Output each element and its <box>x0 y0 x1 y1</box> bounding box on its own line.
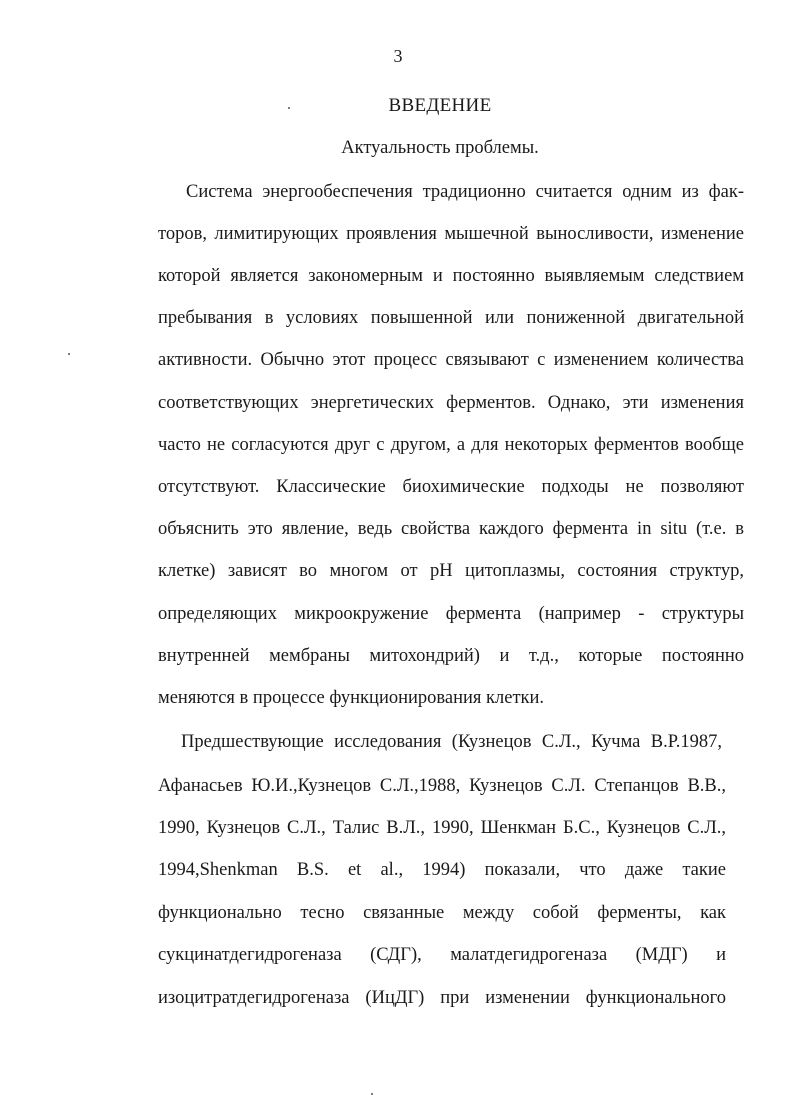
text-line: изоцитратдегидрогеназа (ИцДГ) при изменении функционального <box>158 988 726 1008</box>
text-line: отсутствуют. Классические биохимические подходы не позволяют <box>158 477 744 497</box>
text-line: Система энергообеспечения традиционно считается одним из фак- <box>186 182 744 202</box>
text-line: внутренней мембраны митохондрий) и т.д., которые постоянно <box>158 646 744 666</box>
text-line: меняются в процессе функционирования клетки. <box>158 688 545 708</box>
page-number: 3 <box>393 46 403 66</box>
text-line: пребывания в условиях повышенной или пониженной двигательной <box>158 308 744 328</box>
text-line: 1994,Shenkman B.S. et al., 1994) показали, что даже такие <box>158 860 726 880</box>
text-line: 1990, Кузнецов С.Л., Талис В.Л., 1990, Шенкман Б.С., Кузнецов С.Л., <box>158 818 726 838</box>
section-subheading: Актуальность проблемы. <box>341 138 539 158</box>
text-line: часто не согласуются друг с другом, а для некоторых ферментов вообще <box>158 435 744 455</box>
text-line: Афанасьев Ю.И.,Кузнецов С.Л.,1988, Кузнецов С.Л. Степанцов В.В., <box>158 776 726 796</box>
scan-speck <box>371 1093 373 1095</box>
text-line: функционально тесно связанные между собой ферменты, как <box>158 903 726 923</box>
text-line: клетке) зависят во многом от pH цитоплазмы, состояния структур, <box>158 561 744 581</box>
scan-speck <box>68 353 70 355</box>
scan-speck <box>288 107 290 109</box>
text-line: сукцинатдегидрогеназа (СДГ), малатдегидрогеназа (МДГ) и <box>158 945 726 965</box>
text-line: активности. Обычно этот процесс связывают с изменением количества <box>158 350 744 370</box>
text-line: которой является закономерным и постоянно выявляемым следствием <box>158 266 744 286</box>
text-line: соответствующих энергетических ферментов. Однако, эти изменения <box>158 393 744 413</box>
text-line: определяющих микроокружение фермента (например - структуры <box>158 604 744 624</box>
text-line: объяснить это явление, ведь свойства каждого фермента in situ (т.е. в <box>158 519 744 539</box>
section-heading: ВВЕДЕНИЕ <box>388 95 492 116</box>
text-line: торов, лимитирующих проявления мышечной выносливости, изменение <box>158 224 744 244</box>
text-line: Предшествующие исследования (Кузнецов С.Л., Кучма В.Р.1987, <box>181 732 722 752</box>
